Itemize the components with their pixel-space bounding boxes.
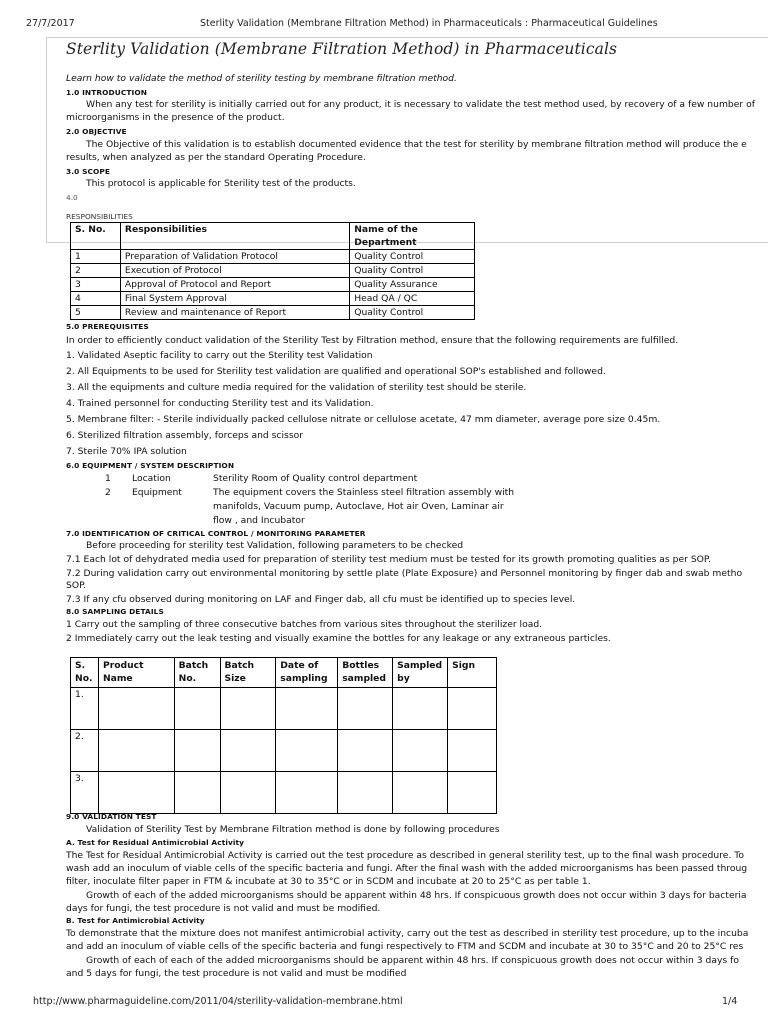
cell-department: Quality Control <box>350 306 475 320</box>
section-5-intro: In order to efficiently conduct validation of the Sterility Test by Filtration method, ensure that the following requirements are fulfilled. <box>66 335 679 346</box>
sampling-table <box>70 657 497 814</box>
table-row <box>71 292 475 306</box>
section-4-number: 4.0 <box>66 193 78 202</box>
article-intro: Learn how to validate the method of sterility testing by membrane filtration method. <box>66 73 457 84</box>
header-sign: Sign <box>448 658 497 688</box>
prereq-item: 2. All Equipments to be used for Sterility test validation are qualified and operational SOP's established and followed. <box>66 366 606 377</box>
subsection-a-line: wash add an inoculum of viable cells of the specific bacteria and fungi. After the final wash with the added microorganisms has been passed throug <box>66 863 748 874</box>
subsection-a-line: days for fungi, the test procedure is not valid and must be modified. <box>66 903 381 914</box>
section-3-heading: 3.0 SCOPE <box>66 167 111 176</box>
sampling-line-2: 2 Immediately carry out the leak testing and visually examine the bottles for any leakage or any extraneous particles. <box>66 633 611 644</box>
cell-responsibility: Execution of Protocol <box>120 264 349 278</box>
section-9-intro: Validation of Sterility Test by Membrane Filtration method is done by following procedures <box>86 824 500 835</box>
print-doc-title: Sterlity Validation (Membrane Filtration Method) in Pharmaceuticals : Pharmaceutical Guidelines <box>200 18 658 29</box>
section-7-item-2b: SOP. <box>66 580 87 591</box>
header-batch-size: Batch Size <box>220 658 276 688</box>
cell-department: Quality Assurance <box>350 278 475 292</box>
equip-row-2-line-1: The equipment covers the Stainless steel filtration assembly with <box>213 487 515 498</box>
cell-sno: 1. <box>71 688 99 730</box>
print-date: 27/7/2017 <box>26 18 75 29</box>
table-row <box>71 772 497 814</box>
subsection-b-line: To demonstrate that the mixture does not manifest antimicrobial activity, carry out the test as described in sterility test procedure, up to the incuba <box>66 928 749 939</box>
cell-department: Quality Control <box>350 264 475 278</box>
cell-sno: 2 <box>71 264 121 278</box>
section-7-item-1: 7.1 Each lot of dehydrated media used for preparation of sterility test medium must be tested for its growth promoting qualities as per SOP. <box>66 554 711 565</box>
equip-row-2-label: Equipment <box>132 487 182 498</box>
section-2-line-1: The Objective of this validation is to establish documented evidence that the test for sterility by membrane filtration method will produce the e <box>86 139 747 150</box>
equip-row-1-number: 1 <box>105 473 111 484</box>
header-department: Name of the Department <box>350 223 475 250</box>
section-2-line-2: results, when analyzed as per the standard Operating Procedure. <box>66 152 366 163</box>
cell-sno: 3. <box>71 772 99 814</box>
table-header-row <box>71 658 497 688</box>
cell-responsibility: Final System Approval <box>120 292 349 306</box>
header-bottles-sampled: Bottles sampled <box>338 658 393 688</box>
subsection-b-line: Growth of each of each of the added microorganisms should be apparent within 48 hrs. If conspicuous growth does not occur within 3 days fo <box>86 955 739 966</box>
table-header-row <box>71 223 475 250</box>
responsibilities-table <box>70 222 475 320</box>
subsection-b-line: and 5 days for fungi, the test procedure is not valid and must be modified <box>66 968 407 979</box>
cell-department: Head QA / QC <box>350 292 475 306</box>
section-1-heading: 1.0 INTRODUCTION <box>66 88 148 97</box>
table-row <box>71 250 475 264</box>
article-title: Sterlity Validation (Membrane Filtration Method) in Pharmaceuticals <box>66 40 618 58</box>
prereq-item: 4. Trained personnel for conducting Sterility test and its Validation. <box>66 398 374 409</box>
section-4-heading: RESPONSIBILITIES <box>66 212 133 221</box>
subsection-a-heading: A. Test for Residual Antimicrobial Activity <box>66 838 245 847</box>
prereq-item: 1. Validated Aseptic facility to carry out the Sterility test Validation <box>66 350 373 361</box>
equip-row-2-line-2: manifolds, Vacuum pump, Autoclave, Hot air Oven, Laminar air <box>213 501 504 512</box>
table-row <box>71 730 497 772</box>
header-product-name: Product Name <box>98 658 174 688</box>
section-1-line-1: When any test for sterility is initially carried out for any product, it is necessary to validate the test method used, by recovery of a few number of <box>86 99 755 110</box>
section-7-item-3: 7.3 If any cfu observed during monitoring on LAF and Finger dab, all cfu must be identified up to species level. <box>66 594 576 605</box>
subsection-b-line: and add an inoculum of viable cells of the specific bacteria and fungi respectively to FTM and SCDM and incubate at 30 to 35°C and 20 to 25°C res <box>66 941 744 952</box>
header-date-of-sampling: Date of sampling <box>276 658 338 688</box>
table-row <box>71 278 475 292</box>
equip-row-2-line-3: flow , and Incubator <box>213 515 305 526</box>
prereq-item: 3. All the equipments and culture media required for the validation of sterility test should be sterile. <box>66 382 527 393</box>
header-sno: S. No. <box>71 658 99 688</box>
header-batch-no: Batch No. <box>174 658 220 688</box>
table-row <box>71 264 475 278</box>
cell-responsibility: Review and maintenance of Report <box>120 306 349 320</box>
prereq-item: 5. Membrane filter: - Sterile individually packed cellulose nitrate or cellulose acetate, 47 mm diameter, average pore size 0.45m. <box>66 414 661 425</box>
sampling-line-1: 1 Carry out the sampling of three consecutive batches from various sites throughout the sterilizer load. <box>66 619 543 630</box>
section-6-heading: 6.0 EQUIPMENT / SYSTEM DESCRIPTION <box>66 461 235 470</box>
section-7-item-2a: 7.2 During validation carry out environmental monitoring by settle plate (Plate Exposure) and Personnel monitoring by finger dab and swab metho <box>66 568 743 579</box>
section-1-line-2: microorganisms in the presence of the product. <box>66 112 285 123</box>
equip-row-1-label: Location <box>132 473 171 484</box>
cell-department: Quality Control <box>350 250 475 264</box>
section-3-line-1: This protocol is applicable for Sterility test of the products. <box>86 178 356 189</box>
page-number: 1/4 <box>722 996 738 1007</box>
equip-row-1-value: Sterility Room of Quality control department <box>213 473 418 484</box>
subsection-a-line: The Test for Residual Antimicrobial Activity is carried out the test procedure as described in general sterility test, up to the final wash procedure. To <box>66 850 744 861</box>
section-7-intro: Before proceeding for sterility test Validation, following parameters to be checked <box>86 540 464 551</box>
cell-sno: 1 <box>71 250 121 264</box>
prereq-item: 6. Sterilized filtration assembly, forceps and scissor <box>66 430 304 441</box>
header-responsibilities: Responsibilities <box>120 223 349 250</box>
cell-sno: 2. <box>71 730 99 772</box>
equip-row-2-number: 2 <box>105 487 111 498</box>
section-2-heading: 2.0 OBJECTIVE <box>66 127 127 136</box>
cell-responsibility: Approval of Protocol and Report <box>120 278 349 292</box>
table-row <box>71 306 475 320</box>
cell-responsibility: Preparation of Validation Protocol <box>120 250 349 264</box>
header-sampled-by: Sampled by <box>393 658 448 688</box>
frame-top-rule <box>46 37 768 38</box>
section-8-heading: 8.0 SAMPLING DETAILS <box>66 607 164 616</box>
table-row <box>71 688 497 730</box>
subsection-a-line: filter, inoculate filter paper in FTM & incubate at 30 to 35°C or in SCDM and incubate at 20 to 25°C as per table 1. <box>66 876 591 887</box>
header-sno: S. No. <box>71 223 121 250</box>
cell-sno: 5 <box>71 306 121 320</box>
frame-left-rule <box>46 37 47 242</box>
subsection-b-heading: B. Test for Antimicrobial Activity <box>66 916 205 925</box>
subsection-a-line: Growth of each of the added microorganisms should be apparent within 48 hrs. If conspicuous growth does not occur within 3 days for bacteria <box>86 890 747 901</box>
cell-sno: 3 <box>71 278 121 292</box>
cell-sno: 4 <box>71 292 121 306</box>
prereq-item: 7. Sterile 70% IPA solution <box>66 446 187 457</box>
section-7-heading: 7.0 IDENTIFICATION OF CRITICAL CONTROL / MONITORING PARAMETER <box>66 529 366 538</box>
page-url: http://www.pharmaguideline.com/2011/04/sterility-validation-membrane.html <box>33 996 403 1007</box>
section-5-heading: 5.0 PREREQUISITES <box>66 322 149 331</box>
section-9-heading: 9.0 VALIDATION TEST <box>66 812 157 821</box>
